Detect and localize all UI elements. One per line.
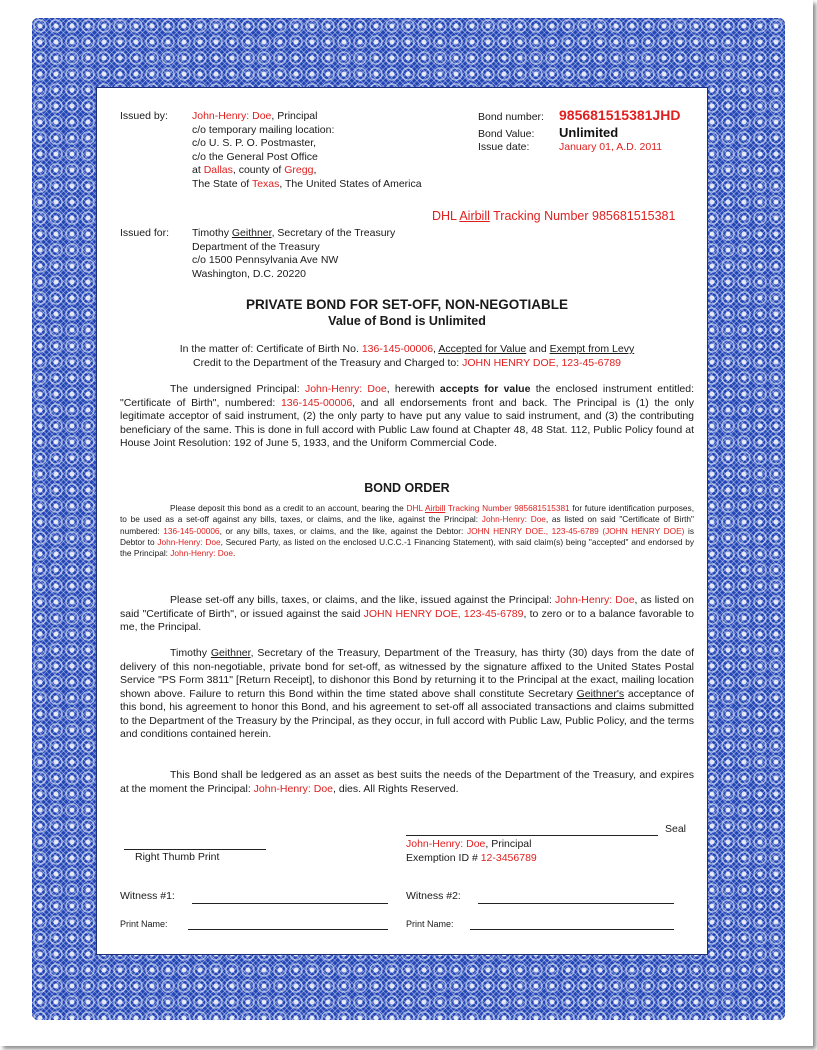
bond-order-heading: BOND ORDER [364, 481, 450, 495]
bond-subtitle: Value of Bond is Unlimited [328, 314, 486, 328]
dishonor-paragraph: Timothy Geithner, Secretary of the Treasury, Department of the Treasury, has thirty (30) days from the date of delivery of this non-negotiable, private bond for set-off, as witnessed by the signature affixed to the United States Postal Service "PS Form 3811" [Return Receipt], to dishonor this Bond by returning it to the Principal at the exact, mailing location shown above. Failure to return this Bond within the time stated above shall constitute Secretary Geithner's acceptance of this bond, his agreement to honor this Bond, and his agreement to set-off all associated transactions and claims submitted to the Department of the Treasury by the Principal, as they occur, in full accord with Public Law, Public Policy, and the terms and conditions contained herein. [120, 647, 695, 740]
state: Texas [251, 177, 280, 190]
recipient-surname: Geithner [231, 227, 272, 239]
bond-number-value: 985681515381JHD [559, 107, 681, 123]
bond-number-label: Bond number: [478, 111, 544, 123]
issue-date-value: January 01, A.D. 2011 [559, 141, 663, 153]
bond-value-value: Unlimited [559, 124, 619, 140]
county: Gregg [284, 164, 314, 176]
issued-for-label: Issued for: [120, 227, 170, 239]
issued-by-block: Issued by: John-Henry: Doe, Principal c/o temporary mailing location: c/o U. S. P. O. Postmaster, c/o the General Post Office at Dallas, county of Gregg, The State of Texas, The United States of America [120, 110, 422, 190]
bond-titles [120, 296, 694, 329]
matter-of: In the matter of: Certificate of Birth No. 136-145-00006, Accepted for Value and Exempt from Levy Credit to the Department of the Treasury and Charged to: JOHN HENRY DOE, 123-45-6789 [179, 343, 635, 369]
witness-2-signature-line [478, 903, 674, 904]
print-name-2-line [470, 929, 674, 930]
city: Dallas [203, 164, 233, 176]
principal-name: John-Henry: Doe [192, 110, 272, 122]
right-thumb-print-label: Right Thumb Print [135, 851, 220, 863]
bond-info-block [478, 109, 698, 155]
thumb-print-line [124, 849, 266, 850]
issued-by-label: Issued by: [120, 110, 168, 122]
bond-title: PRIVATE BOND FOR SET-OFF, NON-NEGOTIABLE [245, 297, 568, 312]
ledger-paragraph: This Bond shall be ledgered as an asset as best suits the needs of the Department of the Treasury, and expires at the moment the Principal: John-Henry: Doe, dies. All Rights Reserved. [120, 769, 694, 795]
issued-for-block: Issued for: Timothy Geithner, Secretary of the Treasury Department of the Treasury c/o 1500 Pennsylvania Ave NW Washington, D.C. 20220 [120, 227, 396, 280]
tracking-number: DHL Airbill Tracking Number 985681515381 [432, 209, 676, 223]
print-name-2-label: Print Name: [406, 919, 454, 929]
acceptance-paragraph: The undersigned Principal: John-Henry: Doe, herewith accepts for value the enclosed instrument entitled: "Certificate of Birth", numbered: 136-145-00006, and all endorsements front and back. The Principal is (1) the only legitimate acceptor of said instrument, (2) the only party to have put any value to said instrument, and (3) the contributing beneficiary of the same. This is done in full accord with Public Law found at Chapter 48, 48 Stat. 112, Public Policy found at House Joint Resolution: 192 of June 5, 1933, and the Uniform Commercial Code. [120, 383, 695, 449]
seal-label: Seal [665, 823, 687, 835]
issue-date-label: Issue date: [478, 141, 530, 153]
print-name-1-line [188, 929, 388, 930]
set-off-paragraph: Please set-off any bills, taxes, or claims, and the like, issued against the Principal: John-Henry: Doe, as listed on said "Certificate of Birth", or issued against the said JOHN HENRY DOE, 123-45-6789, to zero or to a balance favorable to me, the Principal. [120, 594, 695, 633]
bond-order-section: BOND ORDER Please deposit this bond as a credit to an account, bearing the DHL Airbill Tracking Number 985681515381 for future identification purposes, to be used as a set-off against any bills, taxes, or claims, and the like, against the Principal: John-Henry: Doe, as listed on said "Certificate of Birth" numbered: 136-145-00006, or any bills, taxes, or claims, and the like, against the Debtor: JOHN HENRY DOE., 123-45-6789 (JOHN HENRY DOE) is Debtor to John-Henry: Doe, Secured Party, as listed on the enclosed U.C.C.-1 Financing Statement), with said claim(s) being "accepted" and endorsed by the Principal: John-Henry: Doe. [120, 481, 695, 559]
witness-1-label: Witness #1: [120, 890, 175, 902]
print-name-1-label: Print Name: [120, 919, 168, 929]
principal-signature-line [406, 835, 658, 836]
bond-value-label: Bond Value: [478, 127, 535, 140]
witness-1-signature-line [192, 903, 388, 904]
witness-2-label: Witness #2: [406, 890, 461, 902]
exemption-id: 12-3456789 [480, 851, 537, 864]
principal-signature-block: John-Henry: Doe, Principal Exemption ID # 12-3456789 [406, 838, 537, 864]
